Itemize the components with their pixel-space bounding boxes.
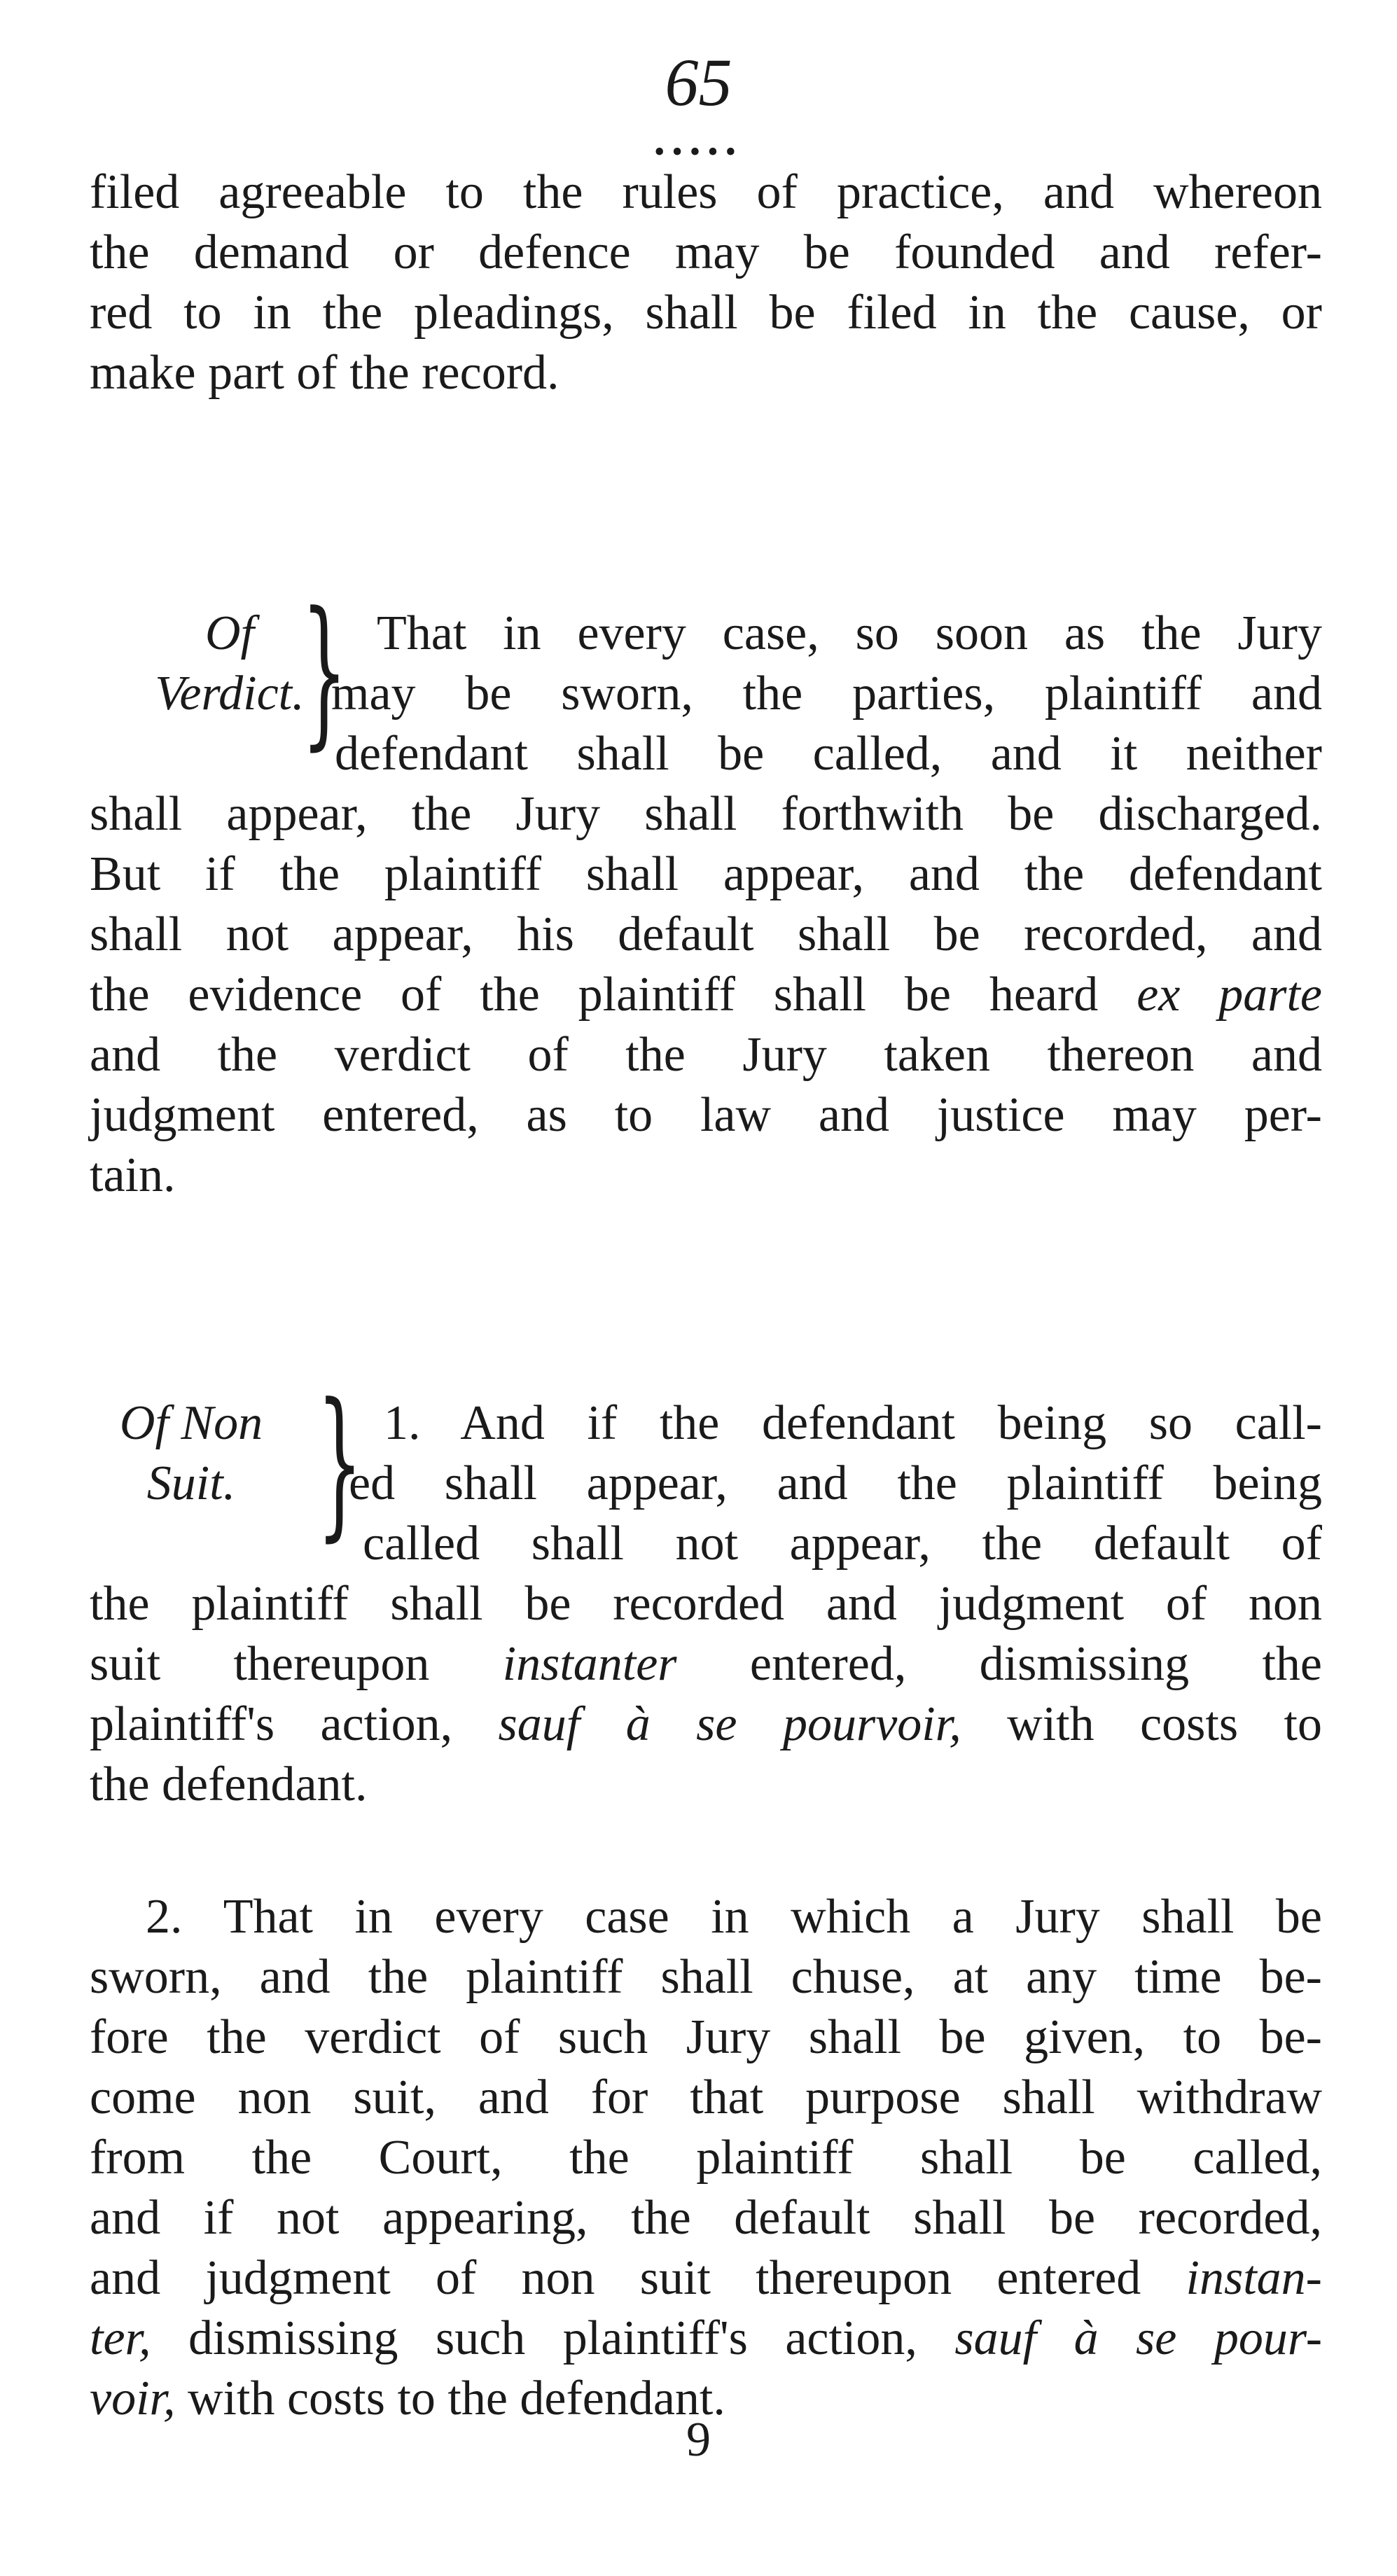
margin-note-line: Suit. — [146, 1456, 236, 1510]
text-line: the plaintiff shall be recorded and judgment of non — [90, 1577, 1322, 1631]
text-line: called shall not appear, the default of — [363, 1517, 1322, 1571]
text-line: may be sworn, the parties, plaintiff and — [331, 667, 1322, 720]
text-line: from the Court, the plaintiff shall be called, — [90, 2131, 1322, 2185]
text-line: filed agreeable to the rules of practice, and whereon — [90, 165, 1322, 219]
text-line: shall not appear, his default shall be recorded, and — [90, 907, 1322, 961]
text-line: and if not appearing, the default shall be recorded, — [90, 2191, 1322, 2245]
text-line: voir, with costs to the defendant. — [90, 2372, 725, 2425]
ornament-dots: ••••• — [653, 134, 744, 169]
paragraph-filed — [90, 162, 1322, 403]
text-line: make part of the record. — [90, 346, 560, 400]
text-line: ter, dismissing such plaintiff's action, sauf à se pour- — [90, 2311, 1323, 2365]
text-line: the evidence of the plaintiff shall be heard ex parte — [90, 968, 1322, 1022]
page-number: 65 — [665, 45, 732, 120]
text-line: But if the plaintiff shall appear, and the defendant — [90, 847, 1322, 901]
section-nonsuit — [90, 1393, 1322, 1815]
text-line: the defendant. — [90, 1757, 368, 1811]
signature-mark: 9 — [686, 2413, 711, 2467]
text-line: tain. — [90, 1148, 176, 1202]
text-line: suit thereupon instanter entered, dismissing the — [90, 1637, 1322, 1691]
text-line: red to in the pleadings, shall be filed in the cause, or — [90, 286, 1322, 340]
text-line: judgment entered, as to law and justice may per- — [90, 1088, 1322, 1142]
paragraph-withdraw — [90, 1887, 1322, 2429]
text-line: fore the verdict of such Jury shall be given, to be- — [90, 2010, 1322, 2064]
text-line: shall appear, the Jury shall forthwith be discharged. — [90, 787, 1322, 841]
margin-note-line: Of — [205, 606, 254, 660]
text-line: defendant shall be called, and it neither — [335, 727, 1322, 781]
text-line: 1. And if the defendant being so call- — [384, 1396, 1322, 1450]
brace-icon: } — [301, 578, 348, 765]
text-line: ed shall appear, and the plaintiff being — [349, 1456, 1322, 1510]
margin-note-line: Verdict. — [155, 667, 305, 720]
text-line: That in every case, so soon as the Jury — [377, 606, 1322, 660]
text-line: sworn, and the plaintiff shall chuse, at any time be- — [90, 1950, 1322, 2004]
text-line: the demand or defence may be founded and refer- — [90, 225, 1322, 279]
brace-icon: } — [317, 1370, 363, 1557]
text-line: plaintiff's action, sauf à se pourvoir, with costs to — [90, 1697, 1322, 1751]
text-line: 2. That in every case in which a Jury shall be — [146, 1890, 1322, 1944]
text-line: come non suit, and for that purpose shall withdraw — [90, 2070, 1322, 2124]
text-line: and the verdict of the Jury taken thereon and — [90, 1028, 1322, 1082]
margin-note-line: Of Non — [119, 1396, 263, 1450]
text-line: and judgment of non suit thereupon entered instan- — [90, 2251, 1322, 2305]
section-verdict — [90, 604, 1322, 1206]
